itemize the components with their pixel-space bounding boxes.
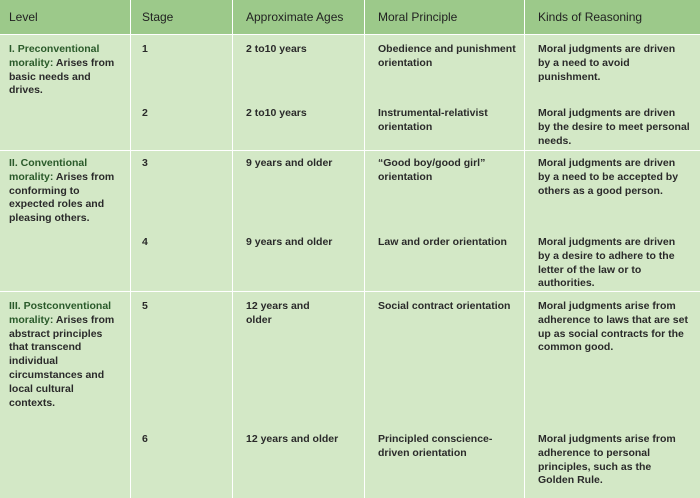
level-name: II. Conventional morality: <box>9 157 88 183</box>
level-cell <box>9 43 121 98</box>
header-level: Level <box>9 10 38 24</box>
level-description: Arises from conforming to expected roles and pleasing others. <box>9 170 115 225</box>
principle-cell: Principled conscience-driven orientation <box>378 433 493 459</box>
principle-cell: “Good boy/good girl” orientation <box>378 157 486 183</box>
reasoning-cell: Moral judgments arise from adherence to personal principles, such as the Golden Rule. <box>538 433 676 487</box>
stage-cell: 4 <box>142 236 148 248</box>
level-cell <box>9 300 121 410</box>
column-divider <box>130 0 131 498</box>
principle-cell: Instrumental-relativist orientation <box>378 107 488 133</box>
ages-cell: 12 years and older <box>246 433 339 445</box>
reasoning-cell: Moral judgments are driven by a need to avoid punishment. <box>538 43 676 83</box>
level-cell <box>9 157 121 226</box>
header-stage: Stage <box>142 10 174 24</box>
level-description: Arises from abstract principles that transcend individual circumstances and local cultural contexts. <box>9 313 115 409</box>
column-divider <box>364 0 365 498</box>
reasoning-cell: Moral judgments are driven by a need to be accepted by others as a good person. <box>538 157 679 197</box>
stage-cell: 1 <box>142 43 148 55</box>
principle-cell: Obedience and punishment orientation <box>378 43 516 69</box>
ages-cell: 9 years and older <box>246 236 333 248</box>
principle-cell: Social contract orientation <box>378 300 511 312</box>
stage-cell: 5 <box>142 300 148 312</box>
header-moral-principle: Moral Principle <box>378 10 458 24</box>
reasoning-cell: Moral judgments are driven by the desire to meet personal needs. <box>538 107 690 147</box>
ages-cell: 9 years and older <box>246 157 333 169</box>
stage-cell: 6 <box>142 433 148 445</box>
level-name: I. Preconventional morality: <box>9 43 100 69</box>
row-divider <box>0 150 700 151</box>
ages-cell: 12 years and older <box>246 300 310 326</box>
stage-cell: 3 <box>142 157 148 169</box>
reasoning-cell: Moral judgments are driven by a desire to adhere to the letter of the law or to authorities. <box>538 236 676 290</box>
principle-cell: Law and order orientation <box>378 236 507 248</box>
header-kinds-of-reasoning: Kinds of Reasoning <box>538 10 643 24</box>
column-divider <box>232 0 233 498</box>
level-name: III. Postconventional morality: <box>9 300 112 326</box>
reasoning-cell: Moral judgments arise from adherence to laws that are set up as social contracts for the common good. <box>538 300 688 354</box>
column-divider <box>524 0 525 498</box>
ages-cell: 2 to10 years <box>246 43 307 55</box>
ages-cell: 2 to10 years <box>246 107 307 119</box>
header-approximate-ages: Approximate Ages <box>246 10 344 24</box>
stage-cell: 2 <box>142 107 148 119</box>
level-description: Arises from basic needs and drives. <box>9 56 115 97</box>
row-divider <box>0 34 700 35</box>
